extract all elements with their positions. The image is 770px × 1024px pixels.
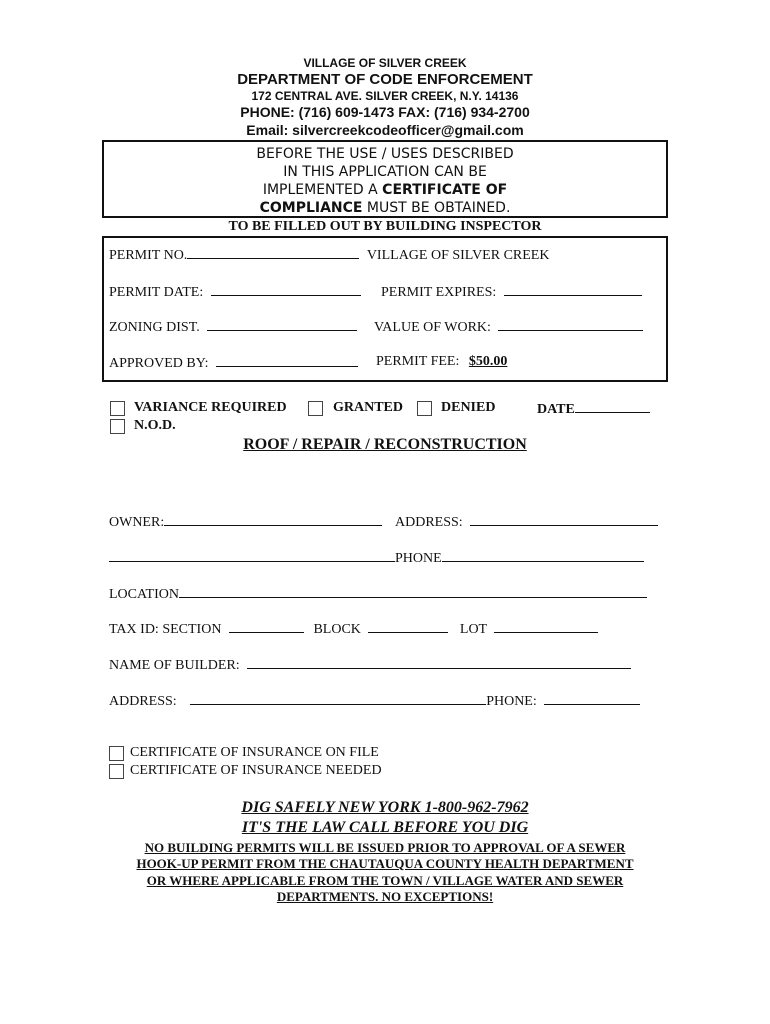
department-name: DEPARTMENT OF CODE ENFORCEMENT bbox=[237, 71, 533, 88]
insurance-needed-checkbox[interactable] bbox=[109, 764, 124, 779]
village-name: VILLAGE OF SILVER CREEK bbox=[303, 56, 467, 70]
builder-phone-field[interactable] bbox=[544, 692, 640, 705]
approved-by-row: APPROVED BY: bbox=[109, 354, 358, 372]
approved-by-field[interactable] bbox=[216, 354, 358, 367]
notice-line-1: BEFORE THE USE / USES DESCRIBED bbox=[256, 146, 514, 162]
phone-fax: PHONE: (716) 609-1473 FAX: (716) 934-2700 bbox=[240, 104, 530, 120]
value-of-work-row: VALUE OF WORK: bbox=[374, 318, 643, 336]
notice-line-4: COMPLIANCE MUST BE OBTAINED. bbox=[259, 200, 511, 216]
owner-row: OWNER: bbox=[109, 513, 382, 531]
permit-no-row: PERMIT NO. VILLAGE OF SILVER CREEK bbox=[109, 248, 550, 263]
owner-field[interactable] bbox=[164, 513, 382, 526]
law-line: IT'S THE LAW CALL BEFORE YOU DIG bbox=[241, 819, 529, 836]
sewer-notice-1: NO BUILDING PERMITS WILL BE ISSUED PRIOR TO APPROVAL OF A SEWER bbox=[144, 840, 626, 855]
notice-line-2: IN THIS APPLICATION CAN BE bbox=[283, 164, 487, 180]
form-title: ROOF / REPAIR / RECONSTRUCTION bbox=[243, 436, 527, 453]
denied-label: DENIED bbox=[441, 400, 496, 415]
permit-expires-field[interactable] bbox=[504, 283, 642, 296]
sewer-notice-2: HOOK-UP PERMIT FROM THE CHAUTAUQUA COUNTY HEALTH DEPARTMENT bbox=[136, 856, 634, 871]
builder-field[interactable] bbox=[247, 656, 631, 669]
notice-line-3: IMPLEMENTED A CERTIFICATE OF bbox=[262, 182, 508, 198]
permit-date-field[interactable] bbox=[211, 283, 361, 296]
permit-fee-value: $50.00 bbox=[468, 354, 508, 369]
tax-id-row: TAX ID: SECTION BLOCK LOT bbox=[109, 620, 598, 638]
lot-field[interactable] bbox=[494, 620, 598, 633]
variance-checkbox[interactable] bbox=[110, 401, 125, 416]
permit-expires-row: PERMIT EXPIRES: bbox=[381, 283, 642, 301]
builder-row: NAME OF BUILDER: bbox=[109, 656, 631, 674]
address-phone-row: PHONE bbox=[109, 549, 644, 567]
inspector-heading: TO BE FILLED OUT BY BUILDING INSPECTOR bbox=[228, 219, 542, 234]
owner-address-field[interactable] bbox=[470, 513, 658, 526]
granted-checkbox[interactable] bbox=[308, 401, 323, 416]
zoning-field[interactable] bbox=[207, 318, 357, 331]
insurance-on-file-checkbox[interactable] bbox=[109, 746, 124, 761]
permit-date-row: PERMIT DATE: bbox=[109, 283, 361, 301]
owner-address-row: ADDRESS: bbox=[395, 513, 658, 531]
tax-section-field[interactable] bbox=[229, 620, 304, 633]
permit-no-field[interactable] bbox=[187, 246, 359, 259]
block-field[interactable] bbox=[368, 620, 448, 633]
owner-address-line2-field[interactable] bbox=[109, 549, 395, 562]
value-of-work-field[interactable] bbox=[498, 318, 643, 331]
variance-label: VARIANCE REQUIRED bbox=[134, 400, 287, 415]
builder-address-row: ADDRESS: PHONE: bbox=[109, 692, 640, 710]
builder-address-field[interactable] bbox=[190, 692, 486, 705]
office-address: 172 CENTRAL AVE. SILVER CREEK, N.Y. 14136 bbox=[251, 89, 519, 103]
location-row: LOCATION bbox=[109, 585, 647, 603]
sewer-notice-4: DEPARTMENTS. NO EXCEPTIONS! bbox=[276, 889, 494, 904]
owner-phone-field[interactable] bbox=[442, 549, 644, 562]
nod-checkbox[interactable] bbox=[110, 419, 125, 434]
sewer-notice-3: OR WHERE APPLICABLE FROM THE TOWN / VILLAGE WATER AND SEWER bbox=[146, 873, 624, 888]
date-field[interactable] bbox=[575, 400, 650, 413]
location-field[interactable] bbox=[179, 585, 647, 598]
permit-fee-row: PERMIT FEE: $50.00 bbox=[376, 354, 508, 369]
date-row: DATE bbox=[537, 400, 650, 418]
granted-label: GRANTED bbox=[333, 400, 404, 415]
compliance-notice-box bbox=[102, 140, 668, 218]
email: Email: silvercreekcodeofficer@gmail.com bbox=[246, 122, 524, 138]
zoning-row: ZONING DIST. bbox=[109, 318, 357, 336]
denied-checkbox[interactable] bbox=[417, 401, 432, 416]
insurance-needed-label: CERTIFICATE OF INSURANCE NEEDED bbox=[130, 763, 382, 778]
nod-label: N.O.D. bbox=[134, 418, 176, 433]
insurance-on-file-label: CERTIFICATE OF INSURANCE ON FILE bbox=[130, 745, 379, 760]
dig-safely-line: DIG SAFELY NEW YORK 1-800-962-7962 bbox=[241, 799, 529, 816]
